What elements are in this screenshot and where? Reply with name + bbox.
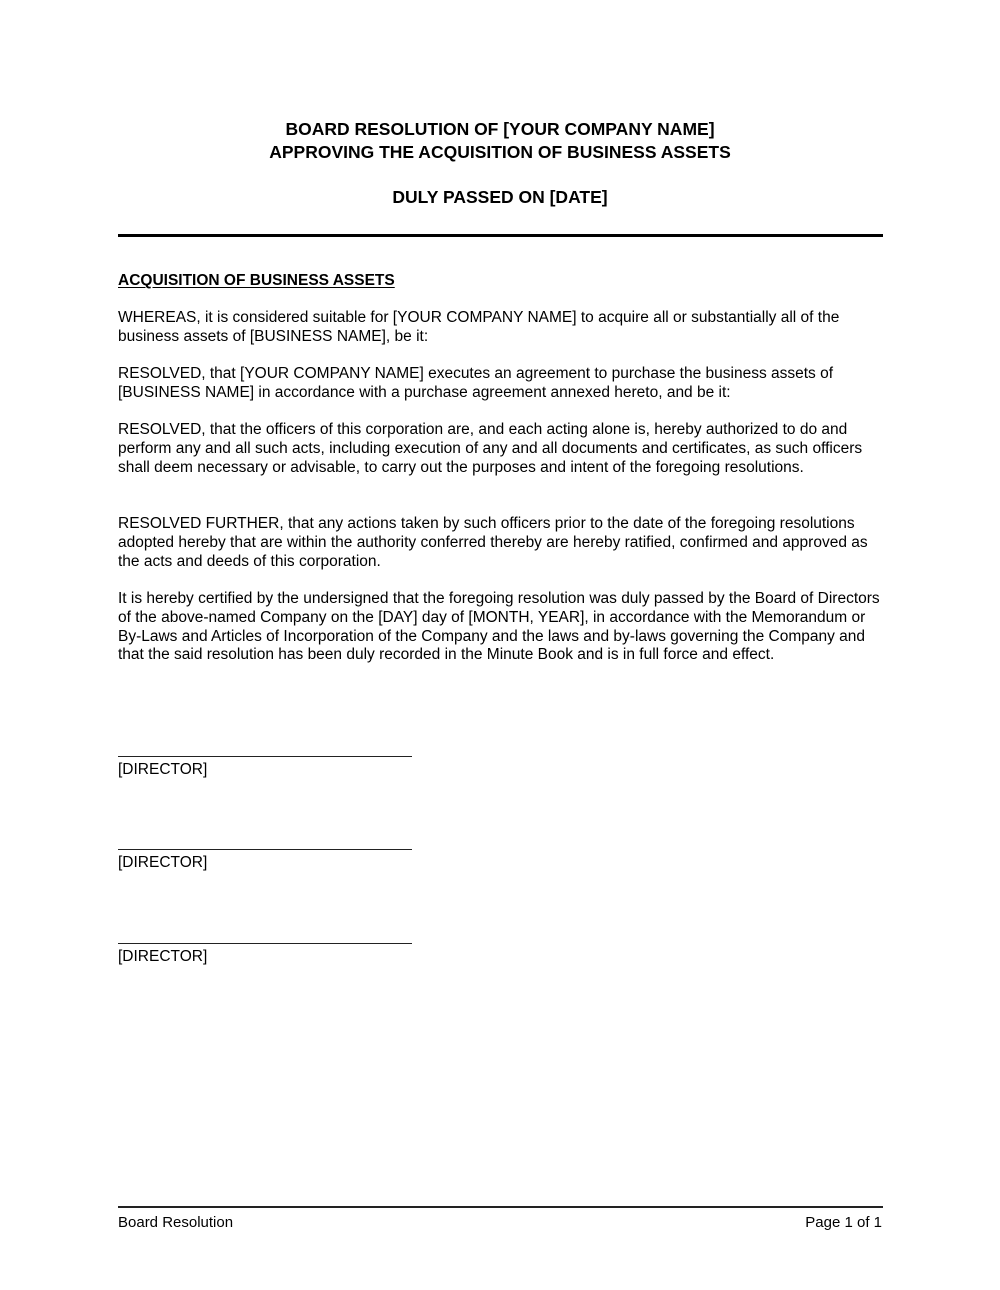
footer-page-number: Page 1 of 1 [805, 1214, 882, 1231]
paragraph-resolved-officers: RESOLVED, that the officers of this corporation are, and each acting alone is, hereby authorized to do and perform any and all such acts, including execution of any and all documents and certificates, as such officers shall deem necessary or advisable, to carry out the purposes and intent of the foregoing resolutions. [118, 421, 863, 476]
signature-block [118, 849, 412, 873]
footer-document-name: Board Resolution [118, 1214, 234, 1231]
paragraph-resolved-purchase: RESOLVED, that [YOUR COMPANY NAME] executes an agreement to purchase the business assets of [BUSINESS NAME] in accordance with a purchase agreement annexed hereto, and be it: [118, 365, 834, 401]
signature-label: [DIRECTOR] [118, 761, 208, 778]
signature-label: [DIRECTOR] [118, 948, 208, 965]
footer-divider [118, 1206, 883, 1208]
document-title-line-1: BOARD RESOLUTION OF [YOUR COMPANY NAME] [285, 119, 715, 139]
signature-line [118, 849, 412, 850]
document-title-line-2: APPROVING THE ACQUISITION OF BUSINESS ASSETS [269, 142, 731, 162]
signature-label: [DIRECTOR] [118, 854, 208, 871]
signature-block [118, 756, 412, 780]
paragraph-resolved-further: RESOLVED FURTHER, that any actions taken by such officers prior to the date of the foregoing resolutions adopted hereby that are within the authority conferred thereby are hereby ratified, confirmed and approved as the acts and deeds of this corporation. [118, 515, 868, 570]
paragraph-whereas: WHEREAS, it is considered suitable for [YOUR COMPANY NAME] to acquire all or substantially all of the business assets of [BUSINESS NAME], be it: [118, 309, 840, 345]
passed-date-line: DULY PASSED ON [DATE] [392, 187, 608, 207]
signature-block [118, 943, 412, 967]
paragraph-certification: It is hereby certified by the undersigned that the foregoing resolution was duly passed by the Board of Directors of the above-named Company on the [DAY] day of [MONTH, YEAR], in accordance with the Memorandum or By-Laws and Articles of Incorporation of the Company and the laws and by-laws governing the Company and that the said resolution has been duly recorded in the Minute Book and is in full force and effect. [118, 590, 880, 664]
header-divider [118, 234, 883, 237]
section-heading: ACQUISITION OF BUSINESS ASSETS [118, 272, 395, 289]
signature-line [118, 756, 412, 757]
signature-line [118, 943, 412, 944]
